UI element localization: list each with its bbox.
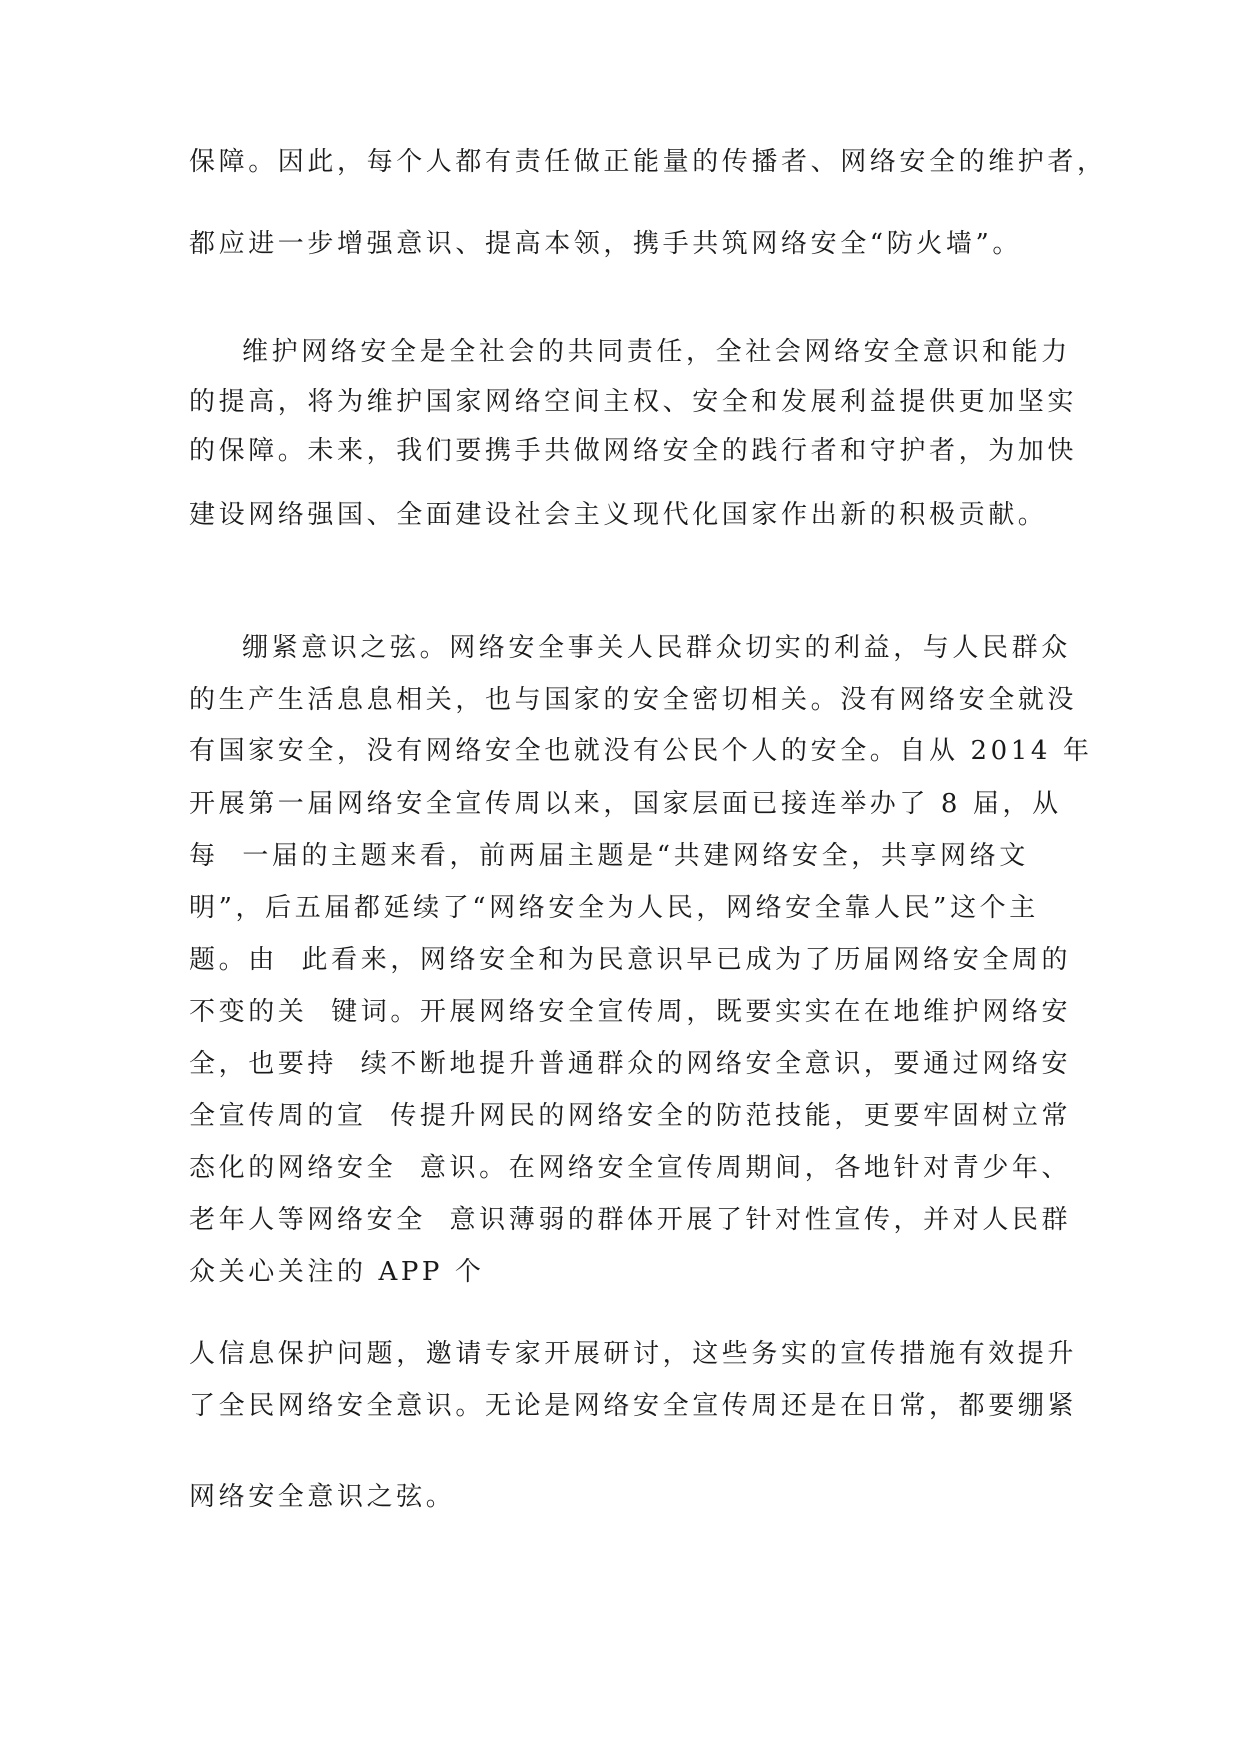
text-line: 明”，后五届都延续了“网络安全为人民，网络安全靠人民”这个主 (189, 893, 1039, 923)
text-line: 保障。因此，每个人都有责任做正能量的传播者、网络安全的维护者， (189, 147, 1107, 177)
text-line: 众关心关注的 APP 个 (189, 1257, 485, 1287)
text-line: 人信息保护问题，邀请专家开展研讨，这些务实的宣传措施有效提升 (189, 1339, 1078, 1369)
text-line: 不变的关 键词。开展网络安全宣传周，既要实实在在地维护网络安 (189, 997, 1072, 1027)
text-line: 的保障。未来，我们要携手共做网络安全的践行者和守护者，为加快 (189, 436, 1078, 466)
text-line: 维护网络安全是全社会的共同责任，全社会网络安全意识和能力 (242, 337, 1071, 367)
text-line: 绷紧意识之弦。网络安全事关人民群众切实的利益，与人民群众 (242, 633, 1071, 663)
text-line: 开展第一届网络安全宣传周以来，国家层面已接连举办了 8 届，从 (189, 789, 1062, 819)
text-line: 全，也要持 续不断地提升普通群众的网络安全意识，要通过网络安 (189, 1049, 1072, 1079)
text-line: 每 一届的主题来看，前两届主题是“共建网络安全，共享网络文 (189, 841, 1029, 871)
text-line: 态化的网络安全 意识。在网络安全宣传周期间，各地针对青少年、 (189, 1153, 1072, 1183)
text-line: 有国家安全，没有网络安全也就没有公民个人的安全。自从 2014 年 (189, 736, 1093, 766)
text-line: 全宣传周的宣 传提升网民的网络安全的防范技能，更要牢固树立常 (189, 1101, 1072, 1131)
text-line: 题。由 此看来，网络安全和为民意识早已成为了历届网络安全周的 (189, 945, 1072, 975)
text-line: 建设网络强国、全面建设社会主义现代化国家作出新的积极贡献。 (189, 500, 1048, 530)
text-line: 网络安全意识之弦。 (189, 1482, 456, 1512)
text-line: 都应进一步增强意识、提高本领，携手共筑网络安全“防火墙”。 (189, 229, 1022, 259)
text-line: 的生产生活息息相关，也与国家的安全密切相关。没有网络安全就没 (189, 685, 1078, 715)
text-line: 了全民网络安全意识。无论是网络安全宣传周还是在日常，都要绷紧 (189, 1391, 1078, 1421)
text-line: 老年人等网络安全 意识薄弱的群体开展了针对性宣传，并对人民群 (189, 1205, 1072, 1235)
text-line: 的提高，将为维护国家网络空间主权、安全和发展利益提供更加坚实 (189, 387, 1078, 417)
